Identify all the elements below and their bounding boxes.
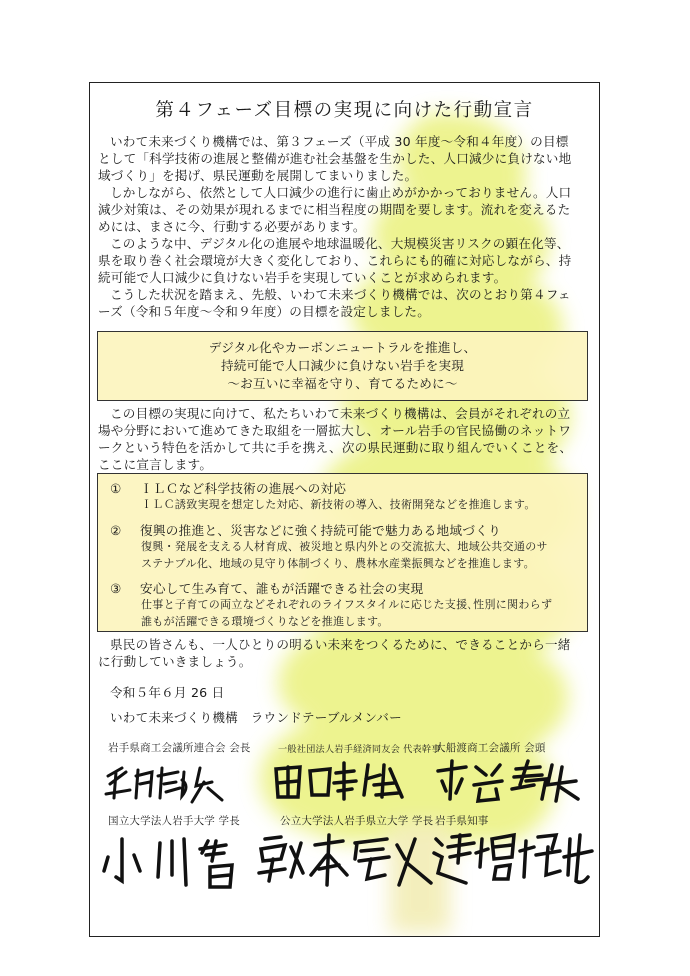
- signature-yoneya: [430, 755, 585, 807]
- goal-box: [97, 331, 588, 401]
- action-heading: ① ＩＬＣなど科学技術の進展への対応: [110, 481, 347, 496]
- action-heading: ② 復興の推進と、災害などに強く持続可能で魅力ある地域づくり: [110, 523, 502, 538]
- goal-line: 持続可能で人口減少に負けない岩手を実現: [220, 358, 465, 373]
- signatory-title: 大船渡商工会議所 会頭: [435, 742, 546, 754]
- declaration-paragraph: この目標の実現に向けて、私たちいわて未来づくり機構は、会員がそれぞれの立 場や分野において進めてきた取組を一層拡大し、オール岩手の官民協働のネットワ ークという特色を活かして共に手を携え、次の県民運動に取り組んでいくことを、 ここに宣言します。: [98, 406, 573, 472]
- goal-line: デジタル化やカーボンニュートラルを推進し、: [208, 340, 477, 355]
- signature-tanimura: [100, 758, 250, 808]
- signature-suzuki: [255, 829, 435, 891]
- action-description: 仕事と子育ての両立などそれぞれのライフスタイルに応じた支援､性別に関わらず 誰もが活躍できる環境づくりなどを推進します。: [141, 598, 553, 628]
- intro-paragraph-4: こうした状況を踏まえ、先般、いわて未来づくり機構では、次のとおり第４フェ ーズ（令和５年度～令和９年度）の目標を設定しました。: [98, 287, 571, 319]
- signatory-title: 公立大学法人岩手県立大学 学長: [280, 815, 434, 827]
- intro-paragraph-2: しかしながら、依然として人口減少の進行に歯止めがかかっておりません。人口 減少対策は、その効果が現れるまでに相当程度の期間を要します。流れを変えるた めには、まさに今、行動する必要があります。: [98, 185, 572, 234]
- closing-paragraph: 県民の皆さんも、一人ひとりの明るい未来をつくるために、できることから一緒 に行動していきましょう。: [98, 637, 571, 669]
- actions-box: [97, 473, 588, 632]
- action-heading: ③ 安心して生み育て、誰もが活躍できる社会の実現: [110, 581, 424, 596]
- document-frame: [89, 82, 600, 937]
- action-description: ＩＬＣ誘致実現を想定した対応、新技術の導入、技術開発などを推進します。: [141, 498, 536, 511]
- action-description: 復興・発展を支える人材育成、被災地と県内外との交流拡大、地域公共交通のサ ステナブル化、地域の見守り体制づくり、農林水産業振興などを推進します。: [141, 540, 548, 570]
- signatory-title: 岩手県商工会議所連合会 会長: [108, 742, 251, 754]
- intro-paragraph-3: このような中、デジタル化の進展や地球温暖化、大規模災害リスクの顕在化等、 県を取り巻く社会環境が大きく変化しており、これらにも的確に対応しながら、持 続可能で人口減少に負けない岩手を実現していくことが求められます。: [98, 236, 572, 285]
- signatory-title: 一般社団法人岩手経済同友会 代表幹事: [278, 744, 441, 755]
- organization-name: いわて未来づくり機構 ラウンドテーブルメンバー: [110, 710, 402, 725]
- signature-ogawa: [100, 831, 260, 893]
- goal-line: ～お互いに幸福を守り、育てるために～: [227, 376, 458, 391]
- date: 令和５年６月 26 日: [110, 685, 225, 700]
- signatory-title: 国立大学法人岩手大学 学長: [108, 815, 240, 827]
- intro-paragraph-1: いわて未来づくり機構では、第３フェーズ（平成 30 年度～令和４年度）の目標 として「科学技術の進展と整備が進む社会基盤を生かした、人口減少に負けない地 域づくり」を掲げ、県民運動を展開してまいりました。: [98, 134, 572, 183]
- signature-taguchi: [270, 755, 420, 807]
- page-title: 第４フェーズ目標の実現に向けた行動宣言: [155, 100, 534, 121]
- signature-tasso: [430, 827, 595, 891]
- signatory-title: 岩手県知事: [435, 815, 489, 827]
